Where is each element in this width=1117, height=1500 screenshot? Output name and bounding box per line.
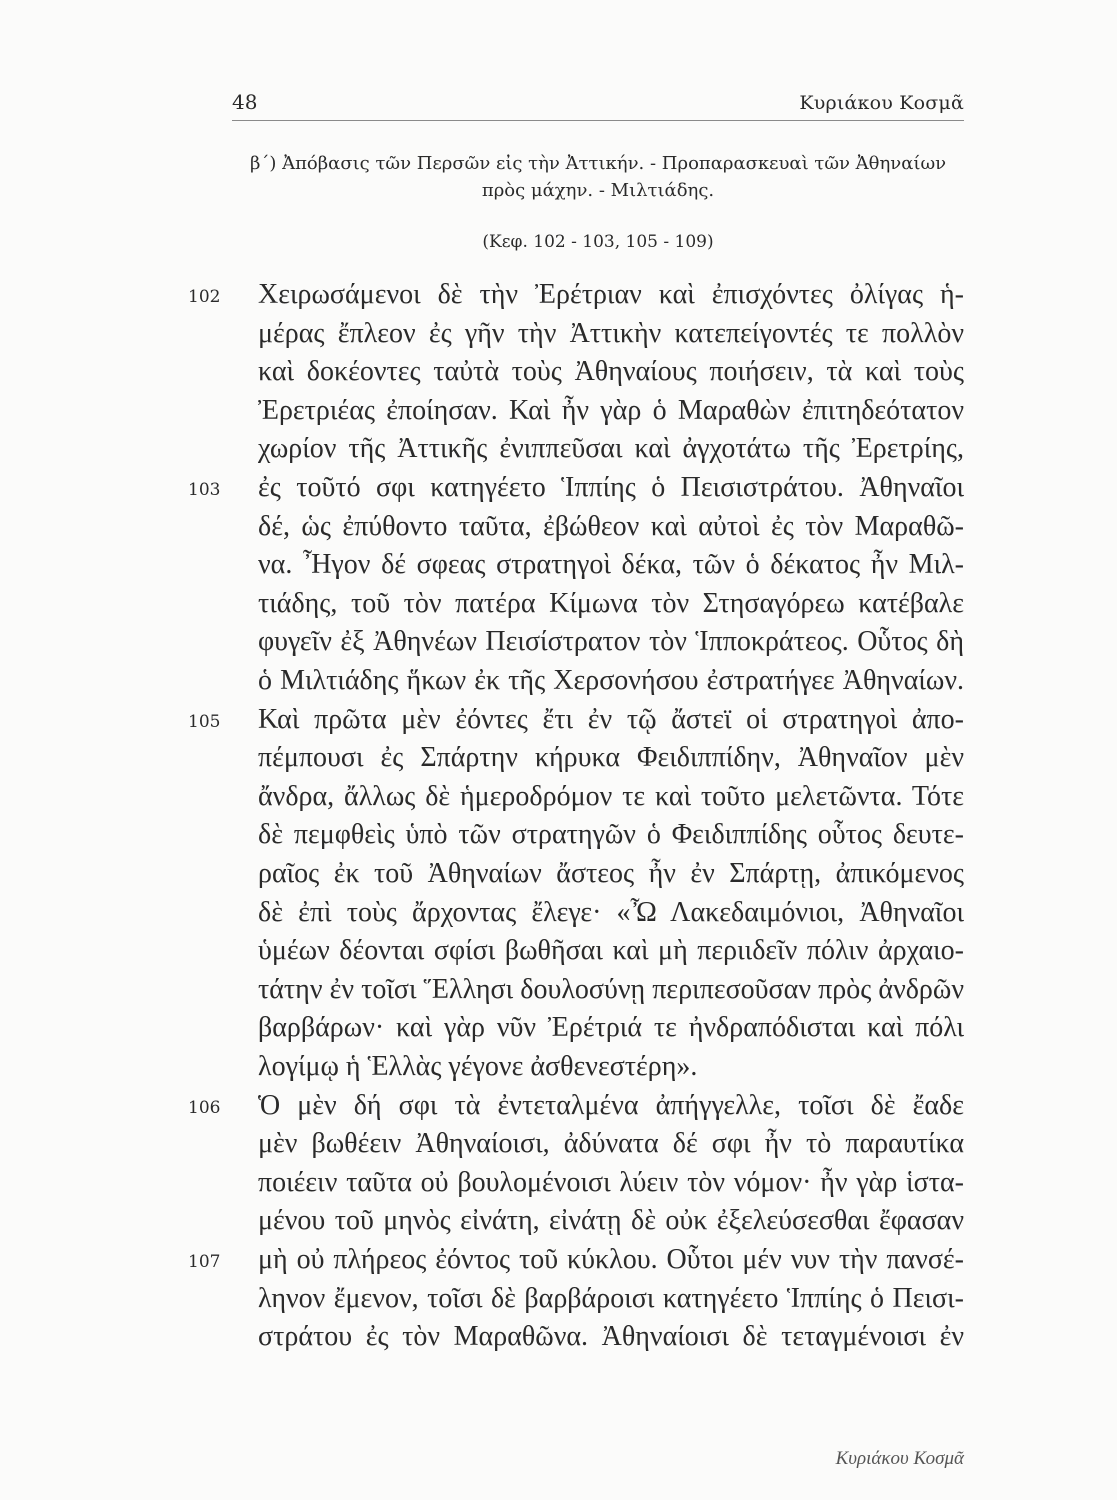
text-line: Χειρωσάμενοι δὲ τὴν Ἐρέτριαν καὶ ἐπισχόντες ὀλίγας ἡ-: [258, 279, 964, 310]
running-head-author: Κυριάκου Κοσμᾶ: [799, 92, 964, 114]
page-number: 48: [232, 90, 258, 114]
chapter-margin-number: 105: [188, 711, 221, 732]
text-line: ραῖος ἐκ τοῦ Ἀθηναίων ἄστεος ἦν ἐν Σπάρτῃ, ἀπικόμενος: [258, 858, 964, 889]
text-line: φυγεῖν ἐξ Ἀθηνέων Πεισίστρατον τὸν Ἱπποκράτεος. Οὗτος δὴ: [258, 626, 964, 658]
text-line: μὲν βωθέειν Ἀθηναίοισι, ἀδύνατα δέ σφι ἦν τὸ παραυτίκα: [258, 1128, 964, 1160]
section-heading-line-1: β΄) Ἀπόβασις τῶν Περσῶν εἰς τὴν Ἀττικήν. - Προπαρασκευαὶ τῶν Ἀθηναίων: [249, 153, 947, 174]
section-heading: [232, 150, 964, 204]
text-line: ποιέειν ταῦτα οὐ βουλομένοισι λύειν τὸν νόμον· ἦν γὰρ ἱστα-: [258, 1166, 964, 1198]
text-line: καὶ δοκέοντες ταὐτὰ τοὺς Ἀθηναίους ποιήσειν, τὰ καὶ τοὺς: [258, 356, 964, 388]
chapter-margin-number: 107: [188, 1252, 221, 1272]
chapter-margin-number: 103: [188, 480, 221, 500]
running-head: [232, 86, 964, 121]
chapter-margin-number: 106: [188, 1097, 221, 1118]
text-line: τιάδης, τοῦ τὸν πατέρα Κίμωνα τὸν Στησαγόρεω κατέβαλε: [258, 587, 964, 619]
text-line: δέ, ὡς ἐπύθοντο ταῦτα, ἐβώθεον καὶ αὐτοὶ ἐς τὸν Μαραθῶ-: [258, 510, 964, 542]
chapter-margin-number: 102: [188, 287, 221, 307]
chapter-reference: (Κεφ. 102 - 103, 105 - 109): [482, 232, 714, 252]
text-line: να. Ἦγον δέ σφεας στρατηγοὶ δέκα, τῶν ὁ δέκατος ἦν Μιλ-: [258, 549, 964, 581]
text-line: ἄνδρα, ἄλλως δὲ ἡμεροδρόμον τε καὶ τοῦτο μελετῶντα. Τότε: [258, 780, 964, 812]
text-line: δὲ ἐπὶ τοὺς ἄρχοντας ἔλεγε· «Ὦ Λακεδαιμόνιοι, Ἀθηναῖοι: [258, 896, 964, 928]
text-line: ληνον ἔμενον, τοῖσι δὲ βαρβάροισι κατηγέετο Ἱππίης ὁ Πεισι-: [258, 1282, 964, 1314]
text-line: ἐς τοῦτό σφι κατηγέετο Ἱππίης ὁ Πεισιστράτου. Ἀθηναῖοι: [258, 472, 964, 503]
text-line: βαρβάρων· καὶ γὰρ νῦν Ἐρέτριά τε ἠνδραπόδισται καὶ πόλι: [258, 1012, 964, 1044]
text-line: Ὁ μὲν δή σφι τὰ ἐντεταλμένα ἀπήγγελλε, τοῖσι δὲ ἔαδε: [258, 1089, 964, 1121]
text-line: μὴ οὐ πλήρεος ἐόντος τοῦ κύκλου. Οὗτοι μέν νυν τὴν πανσέ-: [258, 1244, 964, 1275]
text-line: πέμπουσι ἐς Σπάρτην κήρυκα Φειδιππίδην, Ἀθηναῖον μὲν: [258, 742, 964, 774]
text-line: Ἐρετριέας ἐποίησαν. Καὶ ἦν γὰρ ὁ Μαραθὼν ἐπιτηδεότατον: [258, 394, 964, 426]
text-line: Καὶ πρῶτα μὲν ἐόντες ἔτι ἐν τῷ ἄστεϊ οἱ στρατηγοὶ ἀπο-: [258, 703, 964, 735]
text-line: στράτου ἐς τὸν Μαραθῶνα. Ἀθηναίοισι δὲ τεταγμένοισι ἐν: [258, 1321, 964, 1353]
text-line: τάτην ἐν τοῖσι Ἕλλησι δουλοσύνῃ περιπεσοῦσαν πρὸς ἀνδρῶν: [258, 973, 964, 1005]
text-line: χωρίον τῆς Ἀττικῆς ἐνιππεῦσαι καὶ ἀγχοτάτω τῆς Ἐρετρίης,: [258, 433, 964, 465]
text-line: λογίμῳ ἡ Ἑλλὰς γέγονε ἀσθενεστέρη».: [258, 1051, 698, 1082]
text-line: ὁ Μιλτιάδης ἥκων ἐκ τῆς Χερσονήσου ἐστρατήγεε Ἀθηναίων.: [258, 665, 964, 696]
footer-signature: Κυριάκου Κοσμᾶ: [835, 1448, 964, 1469]
section-heading-line-2: πρὸς μάχην. - Μιλτιάδης.: [481, 180, 715, 201]
text-line: μέρας ἔπλεον ἐς γῆν τὴν Ἀττικὴν κατεπείγοντές τε πολλὸν: [258, 317, 964, 349]
text-line: δὲ πεμφθεὶς ὑπὸ τῶν στρατηγῶν ὁ Φειδιππίδης οὗτος δευτε-: [258, 819, 964, 851]
text-line: μένου τοῦ μηνὸς εἰνάτη, εἰνάτῃ δὲ οὐκ ἐξελεύσεσθαι ἔφασαν: [258, 1205, 964, 1237]
text-line: ὑμέων δέονται σφίσι βωθῆσαι καὶ μὴ περιιδεῖν πόλιν ἀρχαιο-: [258, 935, 964, 967]
